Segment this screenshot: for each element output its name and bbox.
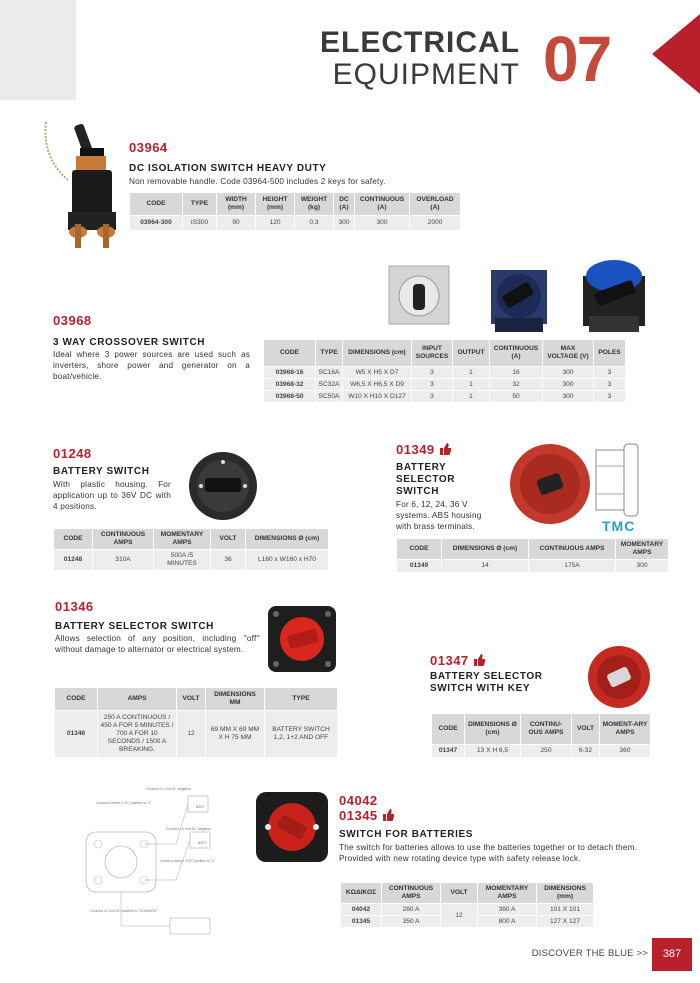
col-header: HEIGHT (mm)	[256, 193, 294, 215]
col-header: OUTPUT	[453, 340, 489, 366]
cell: 1	[453, 391, 489, 402]
col-header: TYPE	[316, 340, 342, 366]
cell: 300	[543, 367, 593, 378]
product-desc-04042: The switch for batteries allows to use the batteries together or to detach them. Provided with new rotating device type with safety release lock.	[339, 843, 638, 863]
diagram-label: Connect 12 Volt DC negative	[166, 827, 211, 831]
table-row	[55, 711, 337, 757]
col-header: CODE	[130, 193, 182, 215]
battery-selector-key-switch-image	[584, 644, 654, 710]
cell: 250	[521, 745, 571, 757]
cell: 800 A	[478, 916, 536, 927]
col-header: VOLT	[211, 529, 245, 549]
col-header: POLES	[594, 340, 625, 366]
cell: 500A /5 MINUTES	[154, 550, 210, 570]
cell: 03964-300	[130, 216, 182, 230]
cell: 175A	[529, 560, 615, 572]
cell: 300	[543, 379, 593, 390]
cell: 01347	[432, 745, 464, 757]
col-header: MOMENTARY AMPS	[478, 883, 536, 903]
col-header: CODE	[397, 539, 441, 559]
col-header: VOLT	[441, 883, 477, 903]
diagram-label: Connect 12 Volt DC positive to "COMMON"	[90, 909, 158, 913]
thumbs-up-icon	[473, 654, 485, 666]
product-title-04042: SWITCH FOR BATTERIES	[339, 829, 474, 840]
cell: W6,5 X H6,5 X D9	[343, 379, 411, 390]
col-header: VOLT	[177, 688, 205, 710]
col-header: DIMENSIONS Ø (cm)	[465, 714, 520, 744]
product-code-03968: 03968	[53, 313, 92, 328]
product-code-01346: 01346	[55, 599, 94, 614]
table-03968	[263, 339, 626, 403]
cell: 360	[600, 745, 650, 757]
dc-isolation-switch-image	[38, 118, 118, 254]
cell: 03968-50	[264, 391, 315, 402]
switch-for-batteries-image	[254, 790, 330, 864]
product-code-04042: 04042	[339, 793, 378, 808]
cell: 3	[594, 379, 625, 390]
cell: 04042	[341, 904, 381, 915]
diagram-label: Connect Device 1 DC positive to "1"	[96, 801, 152, 805]
cell: 14	[442, 560, 528, 572]
cell: 120	[256, 216, 294, 230]
cell: 50	[490, 391, 542, 402]
page-title-line2: EQUIPMENT	[332, 58, 520, 91]
cell: 01345	[341, 916, 381, 927]
product-code-text: 01347	[430, 653, 469, 668]
col-header: WIDTH (mm)	[217, 193, 255, 215]
cell: 12	[441, 904, 477, 927]
table-04042	[340, 882, 594, 928]
cell: 300	[355, 216, 409, 230]
page-title-line1: ELECTRICAL	[320, 26, 520, 59]
col-header: MOMENTARY AMPS	[616, 539, 668, 559]
col-header: CONTINUOUS AMPS	[529, 539, 615, 559]
col-header: CONTINUOUS AMPS	[93, 529, 153, 549]
product-code-01345	[339, 808, 394, 823]
cell: 3	[412, 367, 452, 378]
col-header: CONTINUOUS (A)	[490, 340, 542, 366]
cell: 01248	[54, 550, 92, 570]
cell: 69 MM X 69 MM X H 75 MM	[206, 711, 264, 757]
page-number: 387	[652, 938, 692, 971]
table-row	[264, 391, 625, 402]
product-desc-01248: With plastic housing. For application up to 36V DC with 4 positions.	[53, 480, 171, 511]
col-header: CODE	[54, 529, 92, 549]
cell: SC50A	[316, 391, 342, 402]
col-header: CODE	[55, 688, 97, 710]
cell: 300	[616, 560, 668, 572]
col-header: DIMENSIONS (mm)	[537, 883, 593, 903]
cell: 01349	[397, 560, 441, 572]
product-desc-01349: For 6, 12, 24, 36 V systems. ABS housing with brass terminals.	[396, 500, 482, 531]
cell: 13 X H 6,5	[465, 745, 520, 757]
table-01346	[54, 687, 338, 758]
col-header: MOMENT-ARY AMPS	[600, 714, 650, 744]
col-header: INPUT SOURCES	[412, 340, 452, 366]
table-row	[397, 560, 668, 572]
col-header: DIMENSIONS MM	[206, 688, 264, 710]
product-desc-03964: Non removable handle. Code 03964-500 includes 2 keys for safety.	[129, 177, 386, 186]
tmc-logo: TMC	[602, 518, 636, 534]
cell: 3	[594, 367, 625, 378]
col-header: TYPE	[183, 193, 216, 215]
table-01349	[396, 538, 669, 573]
col-header: CONTINUOUS (A)	[355, 193, 409, 215]
header-gray-block	[0, 0, 76, 100]
table-03964	[129, 192, 461, 231]
product-code-01347	[430, 653, 485, 668]
cell: 2000	[410, 216, 460, 230]
diagram-label: Connect 12 Volt DC negative	[146, 787, 191, 791]
cell: BATTERY SWITCH 1,2, 1+2 AND OFF	[265, 711, 337, 757]
col-header: AMPS	[98, 688, 176, 710]
product-title-01346: BATTERY SELECTOR SWITCH	[55, 621, 214, 632]
col-header: DIMENSIONS (cm)	[343, 340, 411, 366]
table-row	[432, 745, 650, 757]
product-code-text: 01349	[396, 442, 435, 457]
cell: SC32A	[316, 379, 342, 390]
crossover-switches-image	[383, 256, 663, 338]
cell: L160 x W160 x H70	[246, 550, 328, 570]
cell: 300	[334, 216, 354, 230]
product-title-03968: 3 WAY CROSSOVER SWITCH	[53, 337, 206, 348]
cell: 03968-16	[264, 367, 315, 378]
cell: W10 X H10 X D127	[343, 391, 411, 402]
cell: 280 A	[382, 904, 440, 915]
cell: 01346	[55, 711, 97, 757]
col-header: CONTINU-OUS AMPS	[521, 714, 571, 744]
cell: 380 A	[478, 904, 536, 915]
cell: 101 X 101	[537, 904, 593, 915]
battery-selector-switch-image	[266, 604, 338, 674]
col-header: CODE	[264, 340, 315, 366]
cell: 36	[211, 550, 245, 570]
cell: 32	[490, 379, 542, 390]
table-row	[264, 367, 625, 378]
cell: 6-32	[572, 745, 599, 757]
footer-tagline: DISCOVER THE BLUE >>	[531, 948, 648, 959]
product-code-01248: 01248	[53, 446, 92, 461]
product-desc-01346: Allows selection of any position, including ''off'' without damage to alternator or electrical system.	[55, 634, 260, 654]
cell: 1	[453, 379, 489, 390]
cell: W5 X H5 X D7	[343, 367, 411, 378]
thumbs-up-icon	[382, 809, 394, 821]
cell: 1	[453, 367, 489, 378]
cell: SC16A	[316, 367, 342, 378]
table-row	[264, 379, 625, 390]
col-header: ΚΩΔΙΚΟΣ	[341, 883, 381, 903]
col-header: CONTINUOUS AMPS	[382, 883, 440, 903]
cell: 16	[490, 367, 542, 378]
table-01347	[431, 713, 651, 758]
cell: IS300	[183, 216, 216, 230]
col-header: MAX VOLTAGE (V)	[543, 340, 593, 366]
table-row	[54, 550, 328, 570]
thumbs-up-icon	[439, 443, 451, 455]
cell: 90	[217, 216, 255, 230]
cell: 3	[412, 391, 452, 402]
col-header: CODE	[432, 714, 464, 744]
chapter-number: 07	[543, 23, 611, 95]
diagram-label: Connect device 2 DC positive to "2"	[160, 859, 216, 863]
product-title-01347: BATTERY SELECTOR SWITCH WITH KEY	[430, 671, 543, 694]
col-header: TYPE	[265, 688, 337, 710]
col-header: DIMENSIONS Ø (cm)	[442, 539, 528, 559]
cell: 300	[543, 391, 593, 402]
cell: 3	[594, 391, 625, 402]
product-desc-03968: Ideal where 3 power sources are used such as inverters, shore power and generator on a boat/vehicle.	[53, 350, 250, 381]
product-title-01248: BATTERY SWITCH	[53, 466, 150, 477]
diagram-label: BATT	[196, 805, 205, 809]
chapter-arrow-icon	[652, 14, 700, 94]
cell: 0.3	[295, 216, 333, 230]
cell: 310A	[93, 550, 153, 570]
table-row	[130, 216, 460, 230]
cell: 350 A	[382, 916, 440, 927]
cell: 03968-32	[264, 379, 315, 390]
col-header: VOLT	[572, 714, 599, 744]
cell: 127 X 127	[537, 916, 593, 927]
table-row	[341, 904, 593, 915]
product-title-01349: BATTERY SELECTOR SWITCH	[396, 462, 456, 497]
col-header: OVERLOAD (A)	[410, 193, 460, 215]
diagram-label: BATT	[198, 841, 207, 845]
wiring-diagram	[76, 782, 256, 938]
cell: 250 A CONTINUOUS / 450 A FOR 5 MINUTES / 700 A FOR 10 SECONDS / 1500 A BREAKING.	[98, 711, 176, 757]
col-header: DC (A)	[334, 193, 354, 215]
cell: 12	[177, 711, 205, 757]
product-title-03964: DC ISOLATION SWITCH HEAVY DUTY	[129, 163, 327, 174]
col-header: DIMENSIONS Ø (cm)	[246, 529, 328, 549]
table-01248	[53, 528, 329, 571]
col-header: MOMENTARY AMPS	[154, 529, 210, 549]
product-code-text: 01345	[339, 808, 378, 823]
cell: 3	[412, 379, 452, 390]
col-header: WEIGHT (kg)	[295, 193, 333, 215]
product-code-03964: 03964	[129, 140, 168, 155]
battery-switch-image	[183, 450, 263, 522]
product-code-01349	[396, 442, 451, 457]
